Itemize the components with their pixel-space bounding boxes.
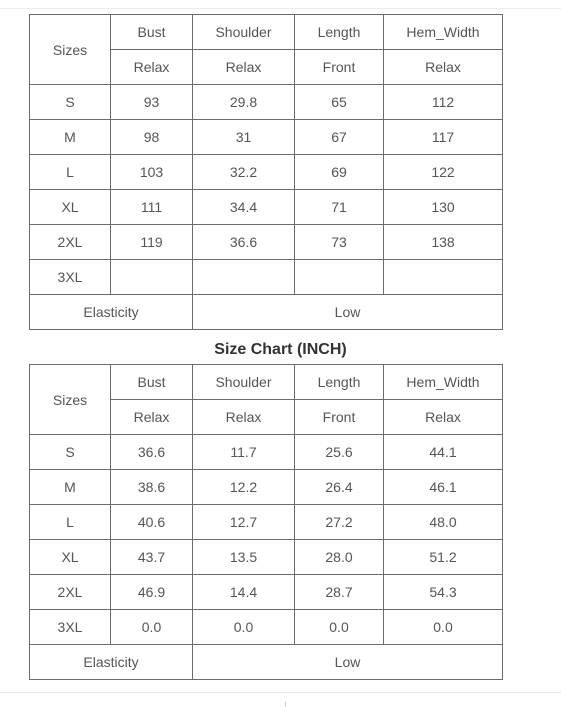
- subheader-shoulder: Relax: [193, 50, 295, 85]
- length-cell: 71: [295, 190, 384, 225]
- size-chart-title: Size Chart (INCH): [214, 341, 347, 358]
- size-cell: 3XL: [30, 260, 111, 295]
- size-cell: L: [30, 155, 111, 190]
- header-bust: Bust: [111, 15, 193, 50]
- bust-cell: [111, 260, 193, 295]
- subheader-length: Front: [295, 400, 384, 435]
- table-row: [30, 260, 503, 295]
- bust-cell: 93: [111, 85, 193, 120]
- size-cell: L: [30, 505, 111, 540]
- table-row: [30, 575, 503, 610]
- shoulder-cell: 14.4: [193, 575, 295, 610]
- header-row: [30, 365, 503, 400]
- bust-cell: 38.6: [111, 470, 193, 505]
- subheader-bust: Relax: [111, 50, 193, 85]
- size-cell: 2XL: [30, 575, 111, 610]
- bust-cell: 111: [111, 190, 193, 225]
- subheader-shoulder: Relax: [193, 400, 295, 435]
- length-cell: 69: [295, 155, 384, 190]
- size-cell: S: [30, 85, 111, 120]
- length-cell: 0.0: [295, 610, 384, 645]
- header-shoulder: Shoulder: [193, 365, 295, 400]
- length-cell: [295, 260, 384, 295]
- bust-cell: 40.6: [111, 505, 193, 540]
- subheader-hem-width: Relax: [384, 400, 503, 435]
- length-cell: 26.4: [295, 470, 384, 505]
- table-row: [30, 435, 503, 470]
- shoulder-cell: 12.7: [193, 505, 295, 540]
- subheader-length: Front: [295, 50, 384, 85]
- shoulder-cell: 31: [193, 120, 295, 155]
- shoulder-cell: 12.2: [193, 470, 295, 505]
- header-hem-width: Hem_Width: [384, 15, 503, 50]
- size-cell: XL: [30, 190, 111, 225]
- header-row: [30, 15, 503, 50]
- hem-width-cell: 112: [384, 85, 503, 120]
- bust-cell: 46.9: [111, 575, 193, 610]
- hem-width-cell: 130: [384, 190, 503, 225]
- shoulder-cell: 32.2: [193, 155, 295, 190]
- table-row: [30, 190, 503, 225]
- shoulder-cell: 29.8: [193, 85, 295, 120]
- top-divider: [0, 8, 561, 9]
- size-cell: XL: [30, 540, 111, 575]
- length-cell: 25.6: [295, 435, 384, 470]
- bust-cell: 119: [111, 225, 193, 260]
- shoulder-cell: 34.4: [193, 190, 295, 225]
- header-length: Length: [295, 365, 384, 400]
- shoulder-cell: [193, 260, 295, 295]
- table-row: [30, 120, 503, 155]
- size-cell: M: [30, 120, 111, 155]
- header-sizes: Sizes: [30, 365, 111, 435]
- hem-width-cell: 54.3: [384, 575, 503, 610]
- bottom-divider: [0, 692, 561, 693]
- hem-width-cell: 122: [384, 155, 503, 190]
- length-cell: 27.2: [295, 505, 384, 540]
- hem-width-cell: 138: [384, 225, 503, 260]
- table-row: [30, 155, 503, 190]
- hem-width-cell: 51.2: [384, 540, 503, 575]
- size-cell: 2XL: [30, 225, 111, 260]
- elasticity-row: [30, 645, 503, 680]
- length-cell: 28.0: [295, 540, 384, 575]
- subheader-hem-width: Relax: [384, 50, 503, 85]
- length-cell: 28.7: [295, 575, 384, 610]
- shoulder-cell: 13.5: [193, 540, 295, 575]
- hem-width-cell: 117: [384, 120, 503, 155]
- bust-cell: 98: [111, 120, 193, 155]
- size-cell: M: [30, 470, 111, 505]
- hem-width-cell: 46.1: [384, 470, 503, 505]
- length-cell: 65: [295, 85, 384, 120]
- size-chart-table-cm: [29, 14, 503, 330]
- table-row: [30, 610, 503, 645]
- shoulder-cell: 36.6: [193, 225, 295, 260]
- table-row: [30, 505, 503, 540]
- hem-width-cell: 48.0: [384, 505, 503, 540]
- elasticity-value: Low: [193, 295, 503, 330]
- bottom-tick-mark: [285, 702, 286, 707]
- bust-cell: 103: [111, 155, 193, 190]
- size-cell: 3XL: [30, 610, 111, 645]
- header-bust: Bust: [111, 365, 193, 400]
- hem-width-cell: 44.1: [384, 435, 503, 470]
- table-row: [30, 225, 503, 260]
- header-shoulder: Shoulder: [193, 15, 295, 50]
- elasticity-label: Elasticity: [30, 295, 193, 330]
- bust-cell: 43.7: [111, 540, 193, 575]
- elasticity-label: Elasticity: [30, 645, 193, 680]
- bust-cell: 0.0: [111, 610, 193, 645]
- size-chart-table-inch: [29, 364, 503, 680]
- size-cell: S: [30, 435, 111, 470]
- subheader-bust: Relax: [111, 400, 193, 435]
- table-row: [30, 470, 503, 505]
- length-cell: 67: [295, 120, 384, 155]
- length-cell: 73: [295, 225, 384, 260]
- shoulder-cell: 11.7: [193, 435, 295, 470]
- elasticity-value: Low: [193, 645, 503, 680]
- hem-width-cell: [384, 260, 503, 295]
- elasticity-row: [30, 295, 503, 330]
- header-sizes: Sizes: [30, 15, 111, 85]
- table-row: [30, 540, 503, 575]
- shoulder-cell: 0.0: [193, 610, 295, 645]
- hem-width-cell: 0.0: [384, 610, 503, 645]
- table-row: [30, 85, 503, 120]
- bust-cell: 36.6: [111, 435, 193, 470]
- header-length: Length: [295, 15, 384, 50]
- header-hem-width: Hem_Width: [384, 365, 503, 400]
